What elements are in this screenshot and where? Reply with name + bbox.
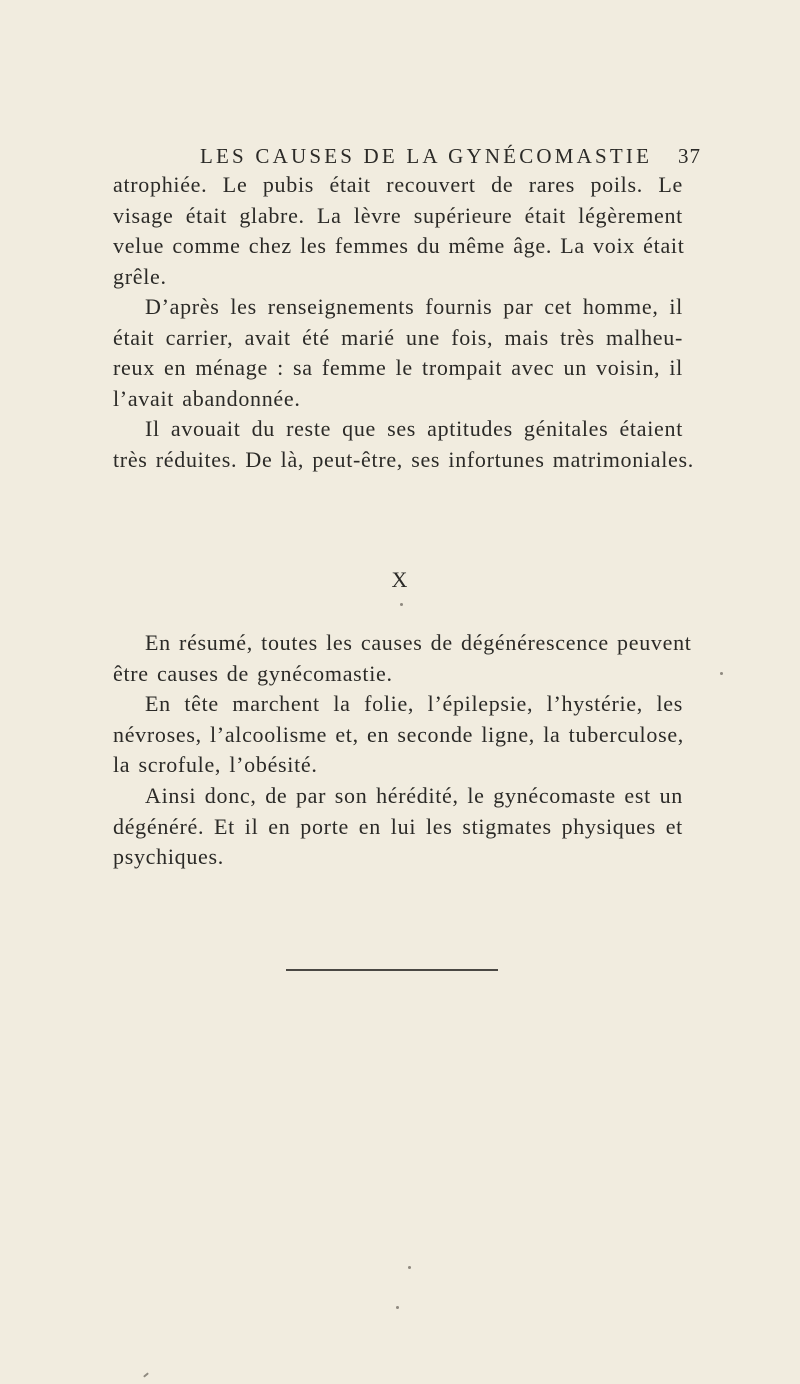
text-line: était carrier, avait été marié une fois, mais très malheu- bbox=[113, 324, 683, 350]
paper-speck bbox=[396, 1306, 399, 1309]
end-rule bbox=[286, 969, 498, 971]
paragraph-3 bbox=[113, 414, 694, 475]
text-line: En tête marchent la folie, l’épilepsie, l’hystérie, les bbox=[145, 691, 683, 716]
section-heading: X bbox=[391, 567, 409, 592]
running-title: LES CAUSES DE LA GYNÉCOMASTIE bbox=[200, 144, 653, 168]
text-line: névroses, l’alcoolisme et, en seconde ligne, la tuberculose, bbox=[113, 721, 684, 747]
paper-speck bbox=[720, 672, 723, 675]
text-line: être causes de gynécomastie. bbox=[113, 660, 393, 686]
paragraph-2 bbox=[113, 292, 683, 414]
paper-speck bbox=[408, 1266, 411, 1269]
text-line: reux en ménage : sa femme le trompait avec un voisin, il bbox=[113, 355, 683, 381]
paper-speck bbox=[143, 1372, 149, 1377]
text-line: grêle. bbox=[113, 263, 167, 289]
section-paragraph-3 bbox=[113, 781, 683, 873]
text-line: velue comme chez les femmes du même âge. La voix était bbox=[113, 233, 685, 259]
text-line: D’après les renseignements fournis par cet homme, il bbox=[145, 294, 683, 319]
text-line: la scrofule, l’obésité. bbox=[113, 752, 318, 778]
text-line: Il avouait du reste que ses aptitudes génitales étaient bbox=[145, 416, 683, 441]
page-number: 37 bbox=[678, 144, 701, 168]
text-line: Ainsi donc, de par son hérédité, le gynécomaste est un bbox=[145, 783, 683, 808]
paper-speck bbox=[400, 603, 403, 606]
text-line: dégénéré. Et il en porte en lui les stigmates physiques et bbox=[113, 813, 683, 839]
text-line: psychiques. bbox=[113, 844, 224, 870]
text-line: l’avait abandonnée. bbox=[113, 385, 301, 411]
text-line: visage était glabre. La lèvre supérieure était légèrement bbox=[113, 202, 683, 228]
text-line: atrophiée. Le pubis était recouvert de rares poils. Le bbox=[113, 172, 683, 197]
text-line: très réduites. De là, peut-être, ses infortunes matrimoniales. bbox=[113, 446, 694, 472]
text-line: En résumé, toutes les causes de dégénérescence peuvent bbox=[145, 630, 692, 655]
section-paragraph-1 bbox=[113, 628, 692, 689]
paragraph-1 bbox=[113, 170, 683, 292]
section-paragraph-2 bbox=[113, 689, 683, 781]
